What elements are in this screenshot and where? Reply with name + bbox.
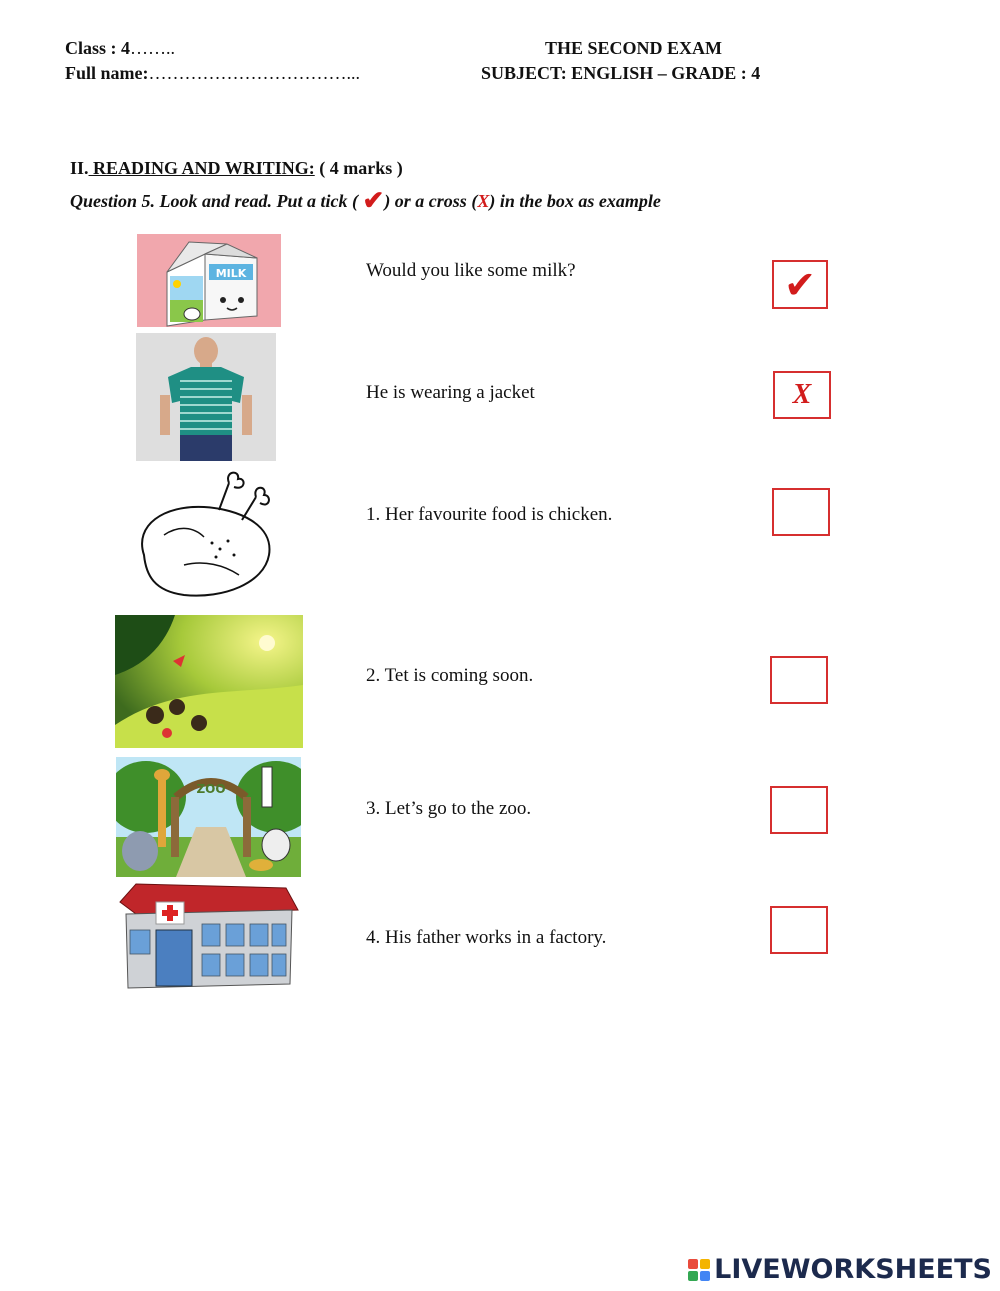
logo-blocks-icon bbox=[688, 1259, 710, 1281]
roast-chicken-picture bbox=[124, 465, 284, 605]
class-field bbox=[65, 37, 175, 59]
svg-text:ZOO: ZOO bbox=[196, 782, 226, 796]
man-picture bbox=[136, 333, 276, 461]
sentence-example-2: He is wearing a jacket bbox=[366, 382, 535, 403]
liveworksheets-logo[interactable] bbox=[688, 1254, 992, 1285]
zoo-picture bbox=[116, 757, 301, 877]
answer-box-example-2[interactable] bbox=[773, 371, 831, 419]
name-label: Full name: bbox=[65, 63, 149, 83]
section-number: II. bbox=[70, 158, 89, 178]
section-heading bbox=[70, 158, 403, 179]
section-marks: ( 4 marks ) bbox=[314, 158, 403, 178]
answer-mark-1 bbox=[774, 490, 828, 534]
logo-text: LIVEWORKSHEETS bbox=[714, 1254, 992, 1285]
milk-carton-picture bbox=[137, 234, 281, 327]
answer-box-3[interactable] bbox=[770, 786, 828, 834]
svg-text:MILK: MILK bbox=[215, 267, 247, 280]
sentence-3: 3. Let’s go to the zoo. bbox=[366, 798, 532, 819]
question-instruction bbox=[70, 186, 661, 216]
class-dots: …….. bbox=[130, 38, 176, 58]
question-text-2: ) or a cross ( bbox=[384, 191, 478, 211]
answer-mark-2 bbox=[772, 658, 826, 702]
answer-box-4[interactable] bbox=[770, 906, 828, 954]
answer-mark-4 bbox=[772, 908, 826, 952]
hospital-picture bbox=[116, 880, 300, 992]
answer-box-1[interactable] bbox=[772, 488, 830, 536]
answer-mark-3 bbox=[772, 788, 826, 832]
cross-mark-icon: X bbox=[792, 379, 812, 410]
sentence-2: 2. Tet is coming soon. bbox=[366, 665, 534, 686]
question-text-3: ) in the box as example bbox=[489, 191, 661, 211]
class-label: Class : 4 bbox=[65, 38, 131, 58]
answer-box-2[interactable] bbox=[770, 656, 828, 704]
sentence-4: 4. His father works in a factory. bbox=[366, 927, 607, 948]
tick-mark-icon: ✔ bbox=[784, 262, 816, 307]
subject-line: SUBJECT: ENGLISH – GRADE : 4 bbox=[481, 63, 761, 83]
exam-title: THE SECOND EXAM bbox=[545, 38, 723, 58]
tick-icon: ✔ bbox=[362, 186, 385, 215]
name-field bbox=[65, 62, 360, 84]
question-text-1: Question 5. Look and read. Put a tick ( bbox=[70, 191, 359, 211]
festival-picture bbox=[115, 615, 303, 748]
name-dots: ……………………………... bbox=[148, 63, 360, 83]
answer-box-example-1[interactable] bbox=[772, 260, 828, 309]
sentence-1: 1. Her favourite food is chicken. bbox=[366, 504, 613, 525]
sentence-example-1: Would you like some milk? bbox=[366, 260, 576, 281]
cross-icon: X bbox=[477, 191, 490, 211]
section-title: READING AND WRITING: bbox=[88, 158, 315, 178]
